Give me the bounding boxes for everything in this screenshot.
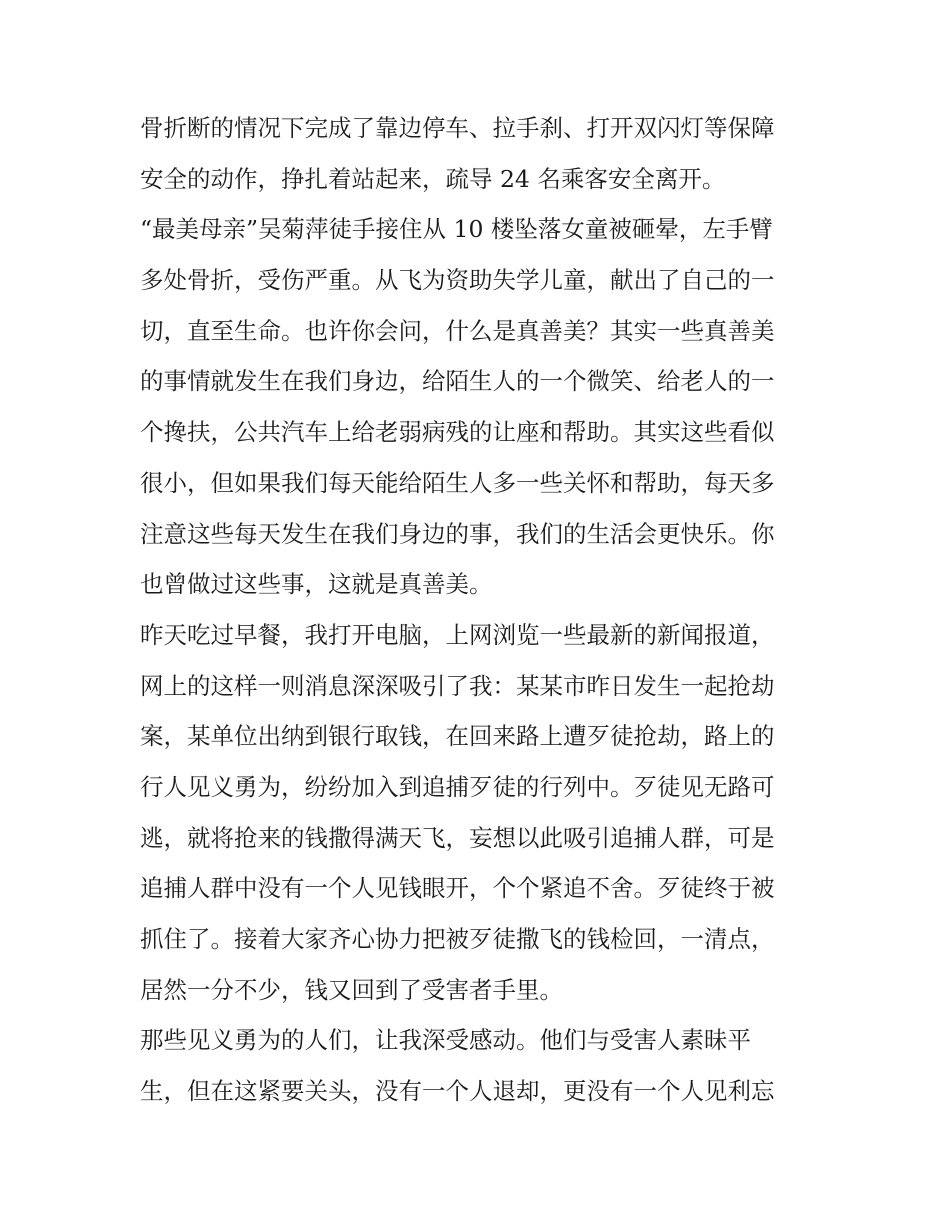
text-line: 逃，就将抢来的钱撒得满天飞，妄想以此吸引追捕人群，可是 xyxy=(140,823,775,852)
text-line: 案，某单位出纳到银行取钱，在回来路上遭歹徒抢劫，路上的 xyxy=(140,722,775,751)
text-line: 个搀扶，公共汽车上给老弱病残的让座和帮助。其实这些看似 xyxy=(140,418,775,447)
text-line: 网上的这样一则消息深深吸引了我：某某市昨日发生一起抢劫 xyxy=(140,671,775,700)
text-line: 切，直至生命。也许你会问，什么是真善美？其实一些真善美 xyxy=(140,316,775,345)
text-line: 行人见义勇为，纷纷加入到追捕歹徒的行列中。歹徒见无路可 xyxy=(140,772,775,801)
text-line: 很小，但如果我们每天能给陌生人多一些关怀和帮助，每天多 xyxy=(140,468,775,497)
text-line: 居然一分不少，钱又回到了受害者手里。 xyxy=(140,975,563,1004)
text-line: 多处骨折，受伤严重。从飞为资助失学儿童，献出了自己的一 xyxy=(140,266,775,295)
text-line: 昨天吃过早餐，我打开电脑，上网浏览一些最新的新闻报道， xyxy=(140,620,775,649)
text-line: 注意这些每天发生在我们身边的事，我们的生活会更快乐。你 xyxy=(140,519,775,548)
body-text xyxy=(140,103,820,1117)
text-line: 生，但在这紧要关头，没有一个人退却，更没有一个人见利忘 xyxy=(140,1077,775,1106)
text-line: 安全的动作，挣扎着站起来，疏导 24 名乘客安全离开。 xyxy=(140,164,726,193)
text-line: 那些见义勇为的人们，让我深受感动。他们与受害人素昧平 xyxy=(140,1026,751,1055)
text-line: 抓住了。接着大家齐心协力把被歹徒撒飞的钱检回，一清点， xyxy=(140,925,775,953)
text-line: 的事情就发生在我们身边，给陌生人的一个微笑、给老人的一 xyxy=(140,367,775,396)
text-line: “最美母亲”吴菊萍徒手接住从 10 楼坠落女童被砸晕，左手臂 xyxy=(140,215,773,244)
text-line: 骨折断的情况下完成了靠边停车、拉手刹、打开双闪灯等保障 xyxy=(140,114,775,142)
text-line: 也曾做过这些事，这就是真善美。 xyxy=(140,570,493,599)
text-line: 追捕人群中没有一个人见钱眼开，个个紧追不舍。歹徒终于被 xyxy=(140,874,775,903)
